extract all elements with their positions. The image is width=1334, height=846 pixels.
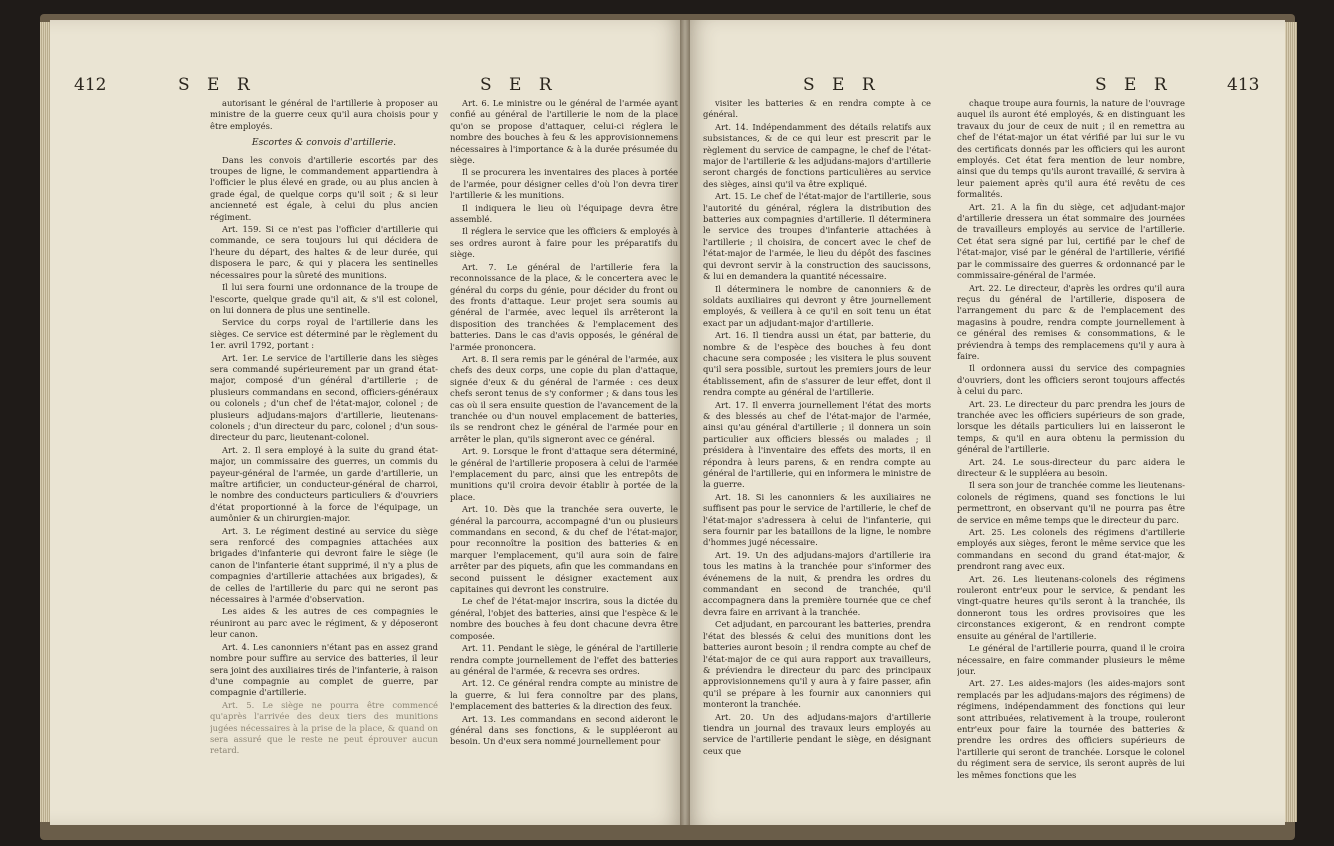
paragraph: Art. 13. Les commandans en second aideront le général dans ses fonctions, & le suppléeront au besoin. Un d'eux sera nommé journellement pour: [450, 713, 678, 747]
paragraph: Art. 8. Il sera remis par le général de l'armée, aux chefs des deux corps, une copie du plan d'attaque, signée d'eux & du général de l'armée : ces deux chefs seront tenus de s'y conformer ; & dans tous les cas où il sera ensuite question de l'avancement de la tranchée ou d'un nouvel emplacement de batteries, ils se rendront chez le général de l'armée pour en arrêter le plan, qu'ils signeront avec ce général.: [450, 353, 678, 444]
paragraph: Art. 1er. Le service de l'artillerie dans les sièges sera commandé supérieurement par un grand état-major, composé d'un général d'artillerie ; de plusieurs commandans en second, officiers-généraux ou colonels ; d'un chef de l'état-major, colonel ; de plusieurs adjudans-majors d'artillerie, lieutenans-colonels ; d'un directeur du parc, colonel ; d'un sous-directeur du parc, lieutenant-colonel.: [210, 352, 438, 443]
book-gutter: [680, 20, 690, 825]
paragraph: Il réglera le service que les officiers & employés à ses ordres auront à faire pour les préparatifs du siège.: [450, 226, 678, 260]
page-number: 413: [1227, 75, 1260, 95]
text-column-right: [450, 98, 678, 818]
paragraph: Il sera son jour de tranchée comme les lieutenans-colonels de régimens, quand ses fonctions le lui permettront, en observant qu'il ne pourra pas être de service en même temps que le directeur du parc.: [957, 480, 1185, 525]
paragraph: Art. 14. Indépendamment des détails relatifs aux subsistances, & de ce qui leur est prescrit par le règlement du service de campagne, le chef de l'état-major de l'artillerie & les adjudans-majors d'artillerie seront chargés de fonctions particulières au service des sièges, ainsi qu'il va être expliqué.: [703, 121, 931, 189]
paragraph: Dans les convois d'artillerie escortés par des troupes de ligne, le commandement appartiendra à l'officier le plus élevé en grade, ou au plus ancien à grade égal, de quelque corps qu'il soit ; & si leur ancienneté est égale, à celui du plus ancien régiment.: [210, 154, 438, 222]
paragraph: Art. 27. Les aides-majors (les aides-majors sont remplacés par les adjudans-majors des régimens) de régimens, indépendamment des fonctions qui leur sont attribuées, relativement à la troupe, rouleront entr'eux pour faire la tournée des batteries & prendre les ordres des officiers supérieurs de l'artillerie qui seront de tranchée. Lorsque le colonel du régiment sera de service, ils seront auprès de lui les mêmes fonctions que les: [957, 678, 1185, 780]
paragraph: Le général de l'artillerie pourra, quand il le croira nécessaire, en faire commander plusieurs le même jour.: [957, 643, 1185, 676]
paragraph: Art. 2. Il sera employé à la suite du grand état-major, un commissaire des guerres, un commis du payeur-général de l'armée, un garde d'artillerie, un maître artificier, un conducteur-général de charroi, le nombre des conducteurs particuliers & d'ouvriers d'état proportionné à la force de l'équipage, un aumônier & un chirurgien-major.: [210, 444, 438, 524]
paragraph: Art. 11. Pendant le siège, le général de l'artillerie rendra compte journellement de l'effet des batteries au général de l'armée, & recevra ses ordres.: [450, 643, 678, 676]
paragraph: autorisant le général de l'artillerie à proposer au ministre de la guerre ceux qu'il aura choisis pour y être employés.: [210, 98, 438, 131]
page-edges-right: [1285, 22, 1297, 822]
paragraph: Art. 19. Un des adjudans-majors d'artillerie ira tous les matins à la tranchée pour s'informer des événemens de la nuit, & prendra les ordres du commandant en second de tranchée, qu'il accompagnera dans la première tournée que ce chef devra faire en arrivant à la tranchée.: [703, 549, 931, 617]
paragraph: Service du corps royal de l'artillerie dans les sièges. Ce service est déterminé par le règlement du 1er. avril 1792, portant :: [210, 317, 438, 351]
text-column-left: [210, 98, 438, 818]
paragraph: Art. 159. Si ce n'est pas l'officier d'artillerie qui commande, ce sera toujours lui qui décidera de l'heure du départ, des haltes & de leur durée, qui disposera le parc, & qui y placera les sentinelles nécessaires pour la sûreté des munitions.: [210, 224, 438, 280]
paragraph: Cet adjudant, en parcourant les batteries, prendra l'état des blessés & celui des munitions dont les batteries auront besoin ; il rendra compte au chef de l'état-major de ce qui aura rapport aux travailleurs, & préviendra le directeur du parc des principaux approvisionnemens qu'il y aura à y faire passer, afin qu'il se prépare à les fournir aux canonniers qui monteront la tranchée.: [703, 619, 931, 710]
paragraph: Il lui sera fourni une ordonnance de la troupe de l'escorte, quelque grade qu'il ait, & s'il est colonel, on lui donnera de plus une sentinelle.: [210, 282, 438, 315]
paragraph: Art. 12. Ce général rendra compte au ministre de la guerre, & lui fera connoître par des plans, l'emplacement des batteries & la direction des feux.: [450, 678, 678, 712]
page-number: 412: [74, 75, 107, 95]
paragraph: Art. 22. Le directeur, d'après les ordres qu'il aura reçus du général de l'artillerie, disposera de l'arrangement du parc & de l'emplacement des magasins à poudre, rendra compte journellement à ce général des remises & consommations, & le préviendra à temps des remplacemens qu'il y aura à faire.: [957, 282, 1185, 361]
paragraph: Il déterminera le nombre de canonniers & de soldats auxiliaires qui devront y être journellement employés, & veillera à ce qu'il en soit tenu un état exact par un adjudant-major d'artillerie.: [703, 283, 931, 328]
paragraph: Art. 25. Les colonels des régimens d'artillerie employés aux sièges, feront le même service que les commandans en second du grand état-major, & prendront rang avec eux.: [957, 527, 1185, 572]
paragraph: Art. 10. Dès que la tranchée sera ouverte, le général la parcourra, accompagné d'un ou plusieurs commandans en second, & du chef de l'état-major, pour reconnoître la position des batteries & en marquer l'emplacement, qu'il aura soin de faire arrêter par des piquets, afin que les commandans en second puissent le désigner exactement aux capitaines qui devront les construire.: [450, 504, 678, 595]
running-head: S E R: [178, 75, 256, 95]
running-head: S E R: [480, 75, 558, 95]
paragraph: Art. 5. Le siège ne pourra être commencé qu'après l'arrivée des deux tiers des munitions jugées nécessaires à la prise de la place, & quand on sera assuré que le reste ne peut éprouver aucun retard.: [210, 699, 438, 756]
paragraph: Art. 4. Les canonniers n'étant pas en assez grand nombre pour suffire au service des batteries, il leur sera joint des auxiliaires tirés de l'infanterie, à raison d'une compagnie au complet de guerre, par compagnie d'artillerie.: [210, 641, 438, 698]
paragraph: Art. 7. Le général de l'artillerie fera la reconnoissance de la place, & le concertera avec le général du corps du génie, pour décider du front ou des fronts d'attaque. Leur projet sera soumis au général de l'armée, avec lequel ils arrêteront la disposition des tranchées & l'emplacement des batteries. Dans le cas d'avis opposés, le général de l'armée prononcera.: [450, 261, 678, 352]
paragraph: Art. 21. A la fin du siège, cet adjudant-major d'artillerie dressera un état sommaire des journées de travailleurs employés au service de l'artillerie. Cet état sera signé par lui, certifié par le chef de l'état-major, visé par le général de l'artillerie, vérifié par le commissaire des guerres & ordonnancé par le commissaire-général de l'armée.: [957, 201, 1185, 281]
right-page: [685, 20, 1285, 825]
left-page: [50, 20, 685, 825]
paragraph: Il ordonnera aussi du service des compagnies d'ouvriers, dont les officiers seront toujours affectés à celui du parc.: [957, 363, 1185, 397]
running-head: S E R: [803, 75, 881, 95]
paragraph: Art. 23. Le directeur du parc prendra les jours de tranchée avec les officiers supérieurs de son grade, lorsque les détails particuliers lui en laisseront le temps, & qu'il en aura obtenu la permission du général de l'artillerie.: [957, 398, 1185, 455]
paragraph: Art. 18. Si les canonniers & les auxiliaires ne suffisent pas pour le service de l'artillerie, le chef de l'état-major s'adressera à celui de l'infanterie, qui sera fournir par les bataillons de la ligne, le nombre d'hommes jugé nécessaire.: [703, 491, 931, 548]
paragraph: Art. 9. Lorsque le front d'attaque sera déterminé, le général de l'artillerie proposera à celui de l'armée l'emplacement du parc, ainsi que les entrepôts de munitions qu'il croira devoir établir à portée de la place.: [450, 446, 678, 502]
paragraph: Les aides & les autres de ces compagnies le réuniront au parc avec le régiment, & y déposeront leur canon.: [210, 606, 438, 640]
text-column-left: [703, 98, 931, 818]
text-column-right: [957, 98, 1185, 818]
paragraph: chaque troupe aura fournis, la nature de l'ouvrage auquel ils auront été employés, & en distinguant les travaux du jour de ceux de nuit ; il en remettra au chef de l'état-major un état vérifié par lui sur le vu des certificats donnés par les officiers qui les auront employés. Cet état fera mention de leur nombre, ainsi que du temps qu'ils auront travaillé, & servira à leur paiement après qu'il aura été revêtu de ces formalités.: [957, 98, 1185, 200]
running-head: S E R: [1095, 75, 1173, 95]
paragraph: Art. 17. Il enverra journellement l'état des morts & des blessés au chef de l'état-major de l'armée, ainsi qu'au général d'artillerie ; il donnera un soin particulier aux officiers blessés ou malades ; il présidera à l'inventaire des effets des morts, il en répondra à leurs parens, & en rendra compte au général de l'artillerie, qui en informera le ministre de la guerre.: [703, 399, 931, 490]
paragraph: Il indiquera le lieu où l'équipage devra être assemblé.: [450, 202, 678, 225]
paragraph: Il se procurera les inventaires des places à portée de l'armée, pour désigner celles d'où l'on devra tirer l'artillerie & les munitions.: [450, 167, 678, 201]
paragraph: Art. 16. Il tiendra aussi un état, par batterie, du nombre & de l'espèce des bouches à feu dont chacune sera composée ; les visitera le plus souvent qu'il sera possible, surtout les premiers jours de leur établissement, afin de s'assurer de leur effet, dont il rendra compte au général de l'artillerie.: [703, 330, 931, 398]
paragraph: Art. 20. Un des adjudans-majors d'artillerie tiendra un journal des travaux leurs employés au service de l'artillerie pendant le siège, en désignant ceux que: [703, 711, 931, 756]
paragraph: Art. 6. Le ministre ou le général de l'armée ayant confié au général de l'artillerie le nom de la place qu'on se propose d'attaquer, celui-ci réglera le nombre des bouches à feu & les approvisionnemens nécessaires à l'importance & à la durée présumée du siège.: [450, 98, 678, 166]
paragraph: Le chef de l'état-major inscrira, sous la dictée du général, l'objet des batteries, ainsi que l'espèce & le nombre des bouches à feu dont chacune devra être composée.: [450, 596, 678, 641]
paragraph: Art. 24. Le sous-directeur du parc aidera le directeur & le suppléera au besoin.: [957, 456, 1185, 478]
paragraph: Art. 3. Le régiment destiné au service du siège sera renforcé des compagnies attachées aux brigades d'infanterie qui devront faire le siège (le canon de l'infanterie étant supprimé, il n'y a plus de compagnies d'artillerie attachées aux brigades), & de celles de l'artillerie du parc qui ne seront pas nécessaires à l'armée d'observation.: [210, 525, 438, 605]
paragraph: Art. 26. Les lieutenans-colonels des régimens rouleront entr'eux pour le service, & pendant les vingt-quatre heures qu'ils seront à la tranchée, ils donneront tous les ordres provisoires que les circonstances exigeront, & en rendront compte ensuite au général de l'artillerie.: [957, 573, 1185, 641]
section-heading: Escortes & convois d'artillerie.: [251, 137, 397, 149]
paragraph: Art. 15. Le chef de l'état-major de l'artillerie, sous l'autorité du général, réglera la distribution des batteries aux compagnies d'artillerie. Il déterminera le service des troupes d'infanterie attachées à l'artillerie ; il choisira, de concert avec le chef de l'état-major de l'armée, le lieu du dépôt des fascines qui devront servir à la construction des saucissons, & lui en demandera la quantité nécessaire.: [703, 191, 931, 282]
paragraph: visiter les batteries & en rendra compte à ce général.: [703, 98, 931, 120]
